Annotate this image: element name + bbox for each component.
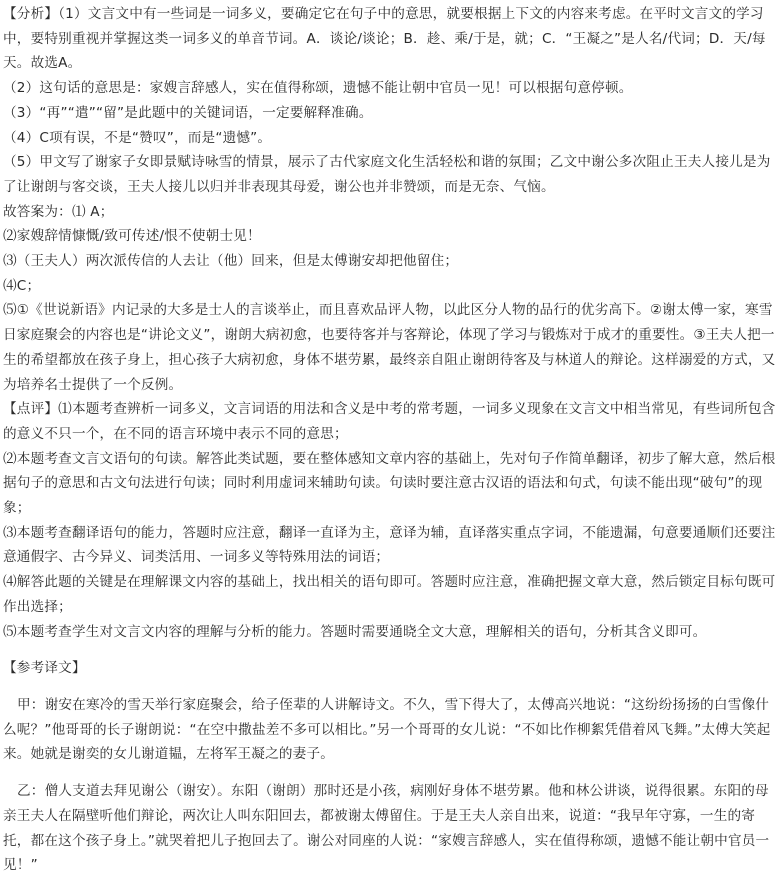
analysis-paragraph-2: （2）这句话的意思是：家嫂言辞感人，实在值得称颂，遗憾不能让朝中官员一见！可以根据句意停顿。: [3, 80, 633, 97]
analysis-paragraph-1: 【分析】（1）文言文中有一些词是一词多义，要确定它在句子中的意思，就要根据上下文的内容来考虑。在平时文言文的学习中，要特别重视并掌握这类一词多义的单音节词。A．谈论/谈论；B．趁、乘/于是，就；C．“王凝之”是人名/代词；D．天/每天。故选A。: [3, 6, 766, 72]
answer-item-3: ⑶（王夫人）两次派传信的人去让（他）回来，但是太傅谢安却把他留住；: [3, 253, 459, 270]
comment-paragraph-4: ⑷解答此题的关键是在理解课文内容的基础上，找出相关的语句即可。答题时应注意，准确把握文章大意，然后锁定目标句既可作出选择；: [3, 574, 776, 615]
comment-paragraph-3: ⑶本题考查翻译语句的能力，答题时应注意，翻译一直译为主，意译为辅，直译落实重点字词，不能遗漏，句意要通顺们还要注意通假字、古今异义、词类活用、一词多义等特殊用法的词语；: [3, 524, 776, 566]
comment-paragraph-1: 【点评】⑴本题考查辨析一词多义，文言词语的用法和含义是中考的常考题，一词多义现象在文言文中相当常见，有些词所包含的意义不只一个，在不同的语言环境中表示不同的意思；: [3, 401, 776, 442]
answer-item-2: ⑵家嫂辞情慷慨/致可传述/恨不使朝士见！: [3, 228, 261, 245]
document-body: [3, 2, 777, 878]
analysis-paragraph-3: （3）“再”“遣”“留”是此题中的关键词语，一定要解释准确。: [3, 104, 373, 121]
translation-yi: 乙：僧人支道去拜见谢公（谢安）。东阳（谢朗）那时还是小孩，病刚好身体不堪劳累。他和林公讲谈，说得很累。东阳的母亲王夫人在隔壁听他们辩论，两次让人叫东阳回去，都被谢太傅留住。于是王夫人亲自出来，说道：“我早年守寡，一生的寄托，都在这个孩子身上。”就哭着把儿子抱回去了。谢公对同座的人说：“家嫂言辞感人，实在值得称颂，遗憾不能让朝中官员一见！”: [3, 783, 770, 874]
translation-jia: 甲：谢安在寒冷的雪天举行家庭聚会，给子侄辈的人讲解诗文。不久，雪下得大了，太傅高兴地说：“这纷纷扬扬的白雪像什么呢？”他哥哥的长子谢朗说：“在空中撒盐差不多可以相比。”另一个哥哥的女儿说：“不如比作柳絮凭借着风飞舞。”太傅大笑起来。她就是谢奕的女儿谢道韫，左将军王凝之的妻子。: [3, 696, 771, 763]
answer-item-4: ⑷C；: [3, 277, 41, 294]
analysis-paragraph-4: （4）C项有误，不是“赞叹”，而是“遗憾”。: [3, 129, 272, 146]
answer-intro: 故答案为：⑴ A；: [3, 203, 114, 220]
comment-paragraph-2: ⑵本题考查文言文语句的句读。解答此类试题，要在整体感知文章内容的基础上，先对句子作简单翻译，初步了解大意，然后根据句子的意思和古文句法进行句读；同时利用虚词来辅助句读。句读时要注意古汉语的语法和句式，句读不能出现“破句”的现象；: [3, 450, 776, 517]
answer-item-5: ⑸①《世说新语》内记录的大多是士人的言谈举止，而且喜欢品评人物，以此区分人物的品行的优劣高下。②谢太傅一家，寒雪日家庭聚会的内容也是“讲论文义”，谢朗大病初愈，也要待客并与客辩论，体现了学习与锻炼对于成才的重要性。③王夫人把一生的希望都放在孩子身上，担心孩子大病初愈，身体不堪劳累，最终亲自阻止谢朗待客及与林道人的辩论。这样溺爱的方式，又为培养名士提供了一个反例。: [3, 302, 776, 393]
translation-heading: 【参考译文】: [3, 660, 86, 677]
analysis-paragraph-5: （5）甲文写了谢家子女即景赋诗咏雪的情景，展示了古代家庭文化生活轻松和谐的氛围；乙文中谢公多次阻止王夫人接儿是为了让谢朗与客交谈，王夫人接儿以归并非表现其母爱，谢公也并非赞颂，而是无奈、气恼。: [3, 154, 771, 195]
comment-paragraph-5: ⑸本题考查学生对文言文内容的理解与分析的能力。答题时需要通晓全文大意，理解相关的语句，分析其含义即可。: [3, 623, 707, 640]
